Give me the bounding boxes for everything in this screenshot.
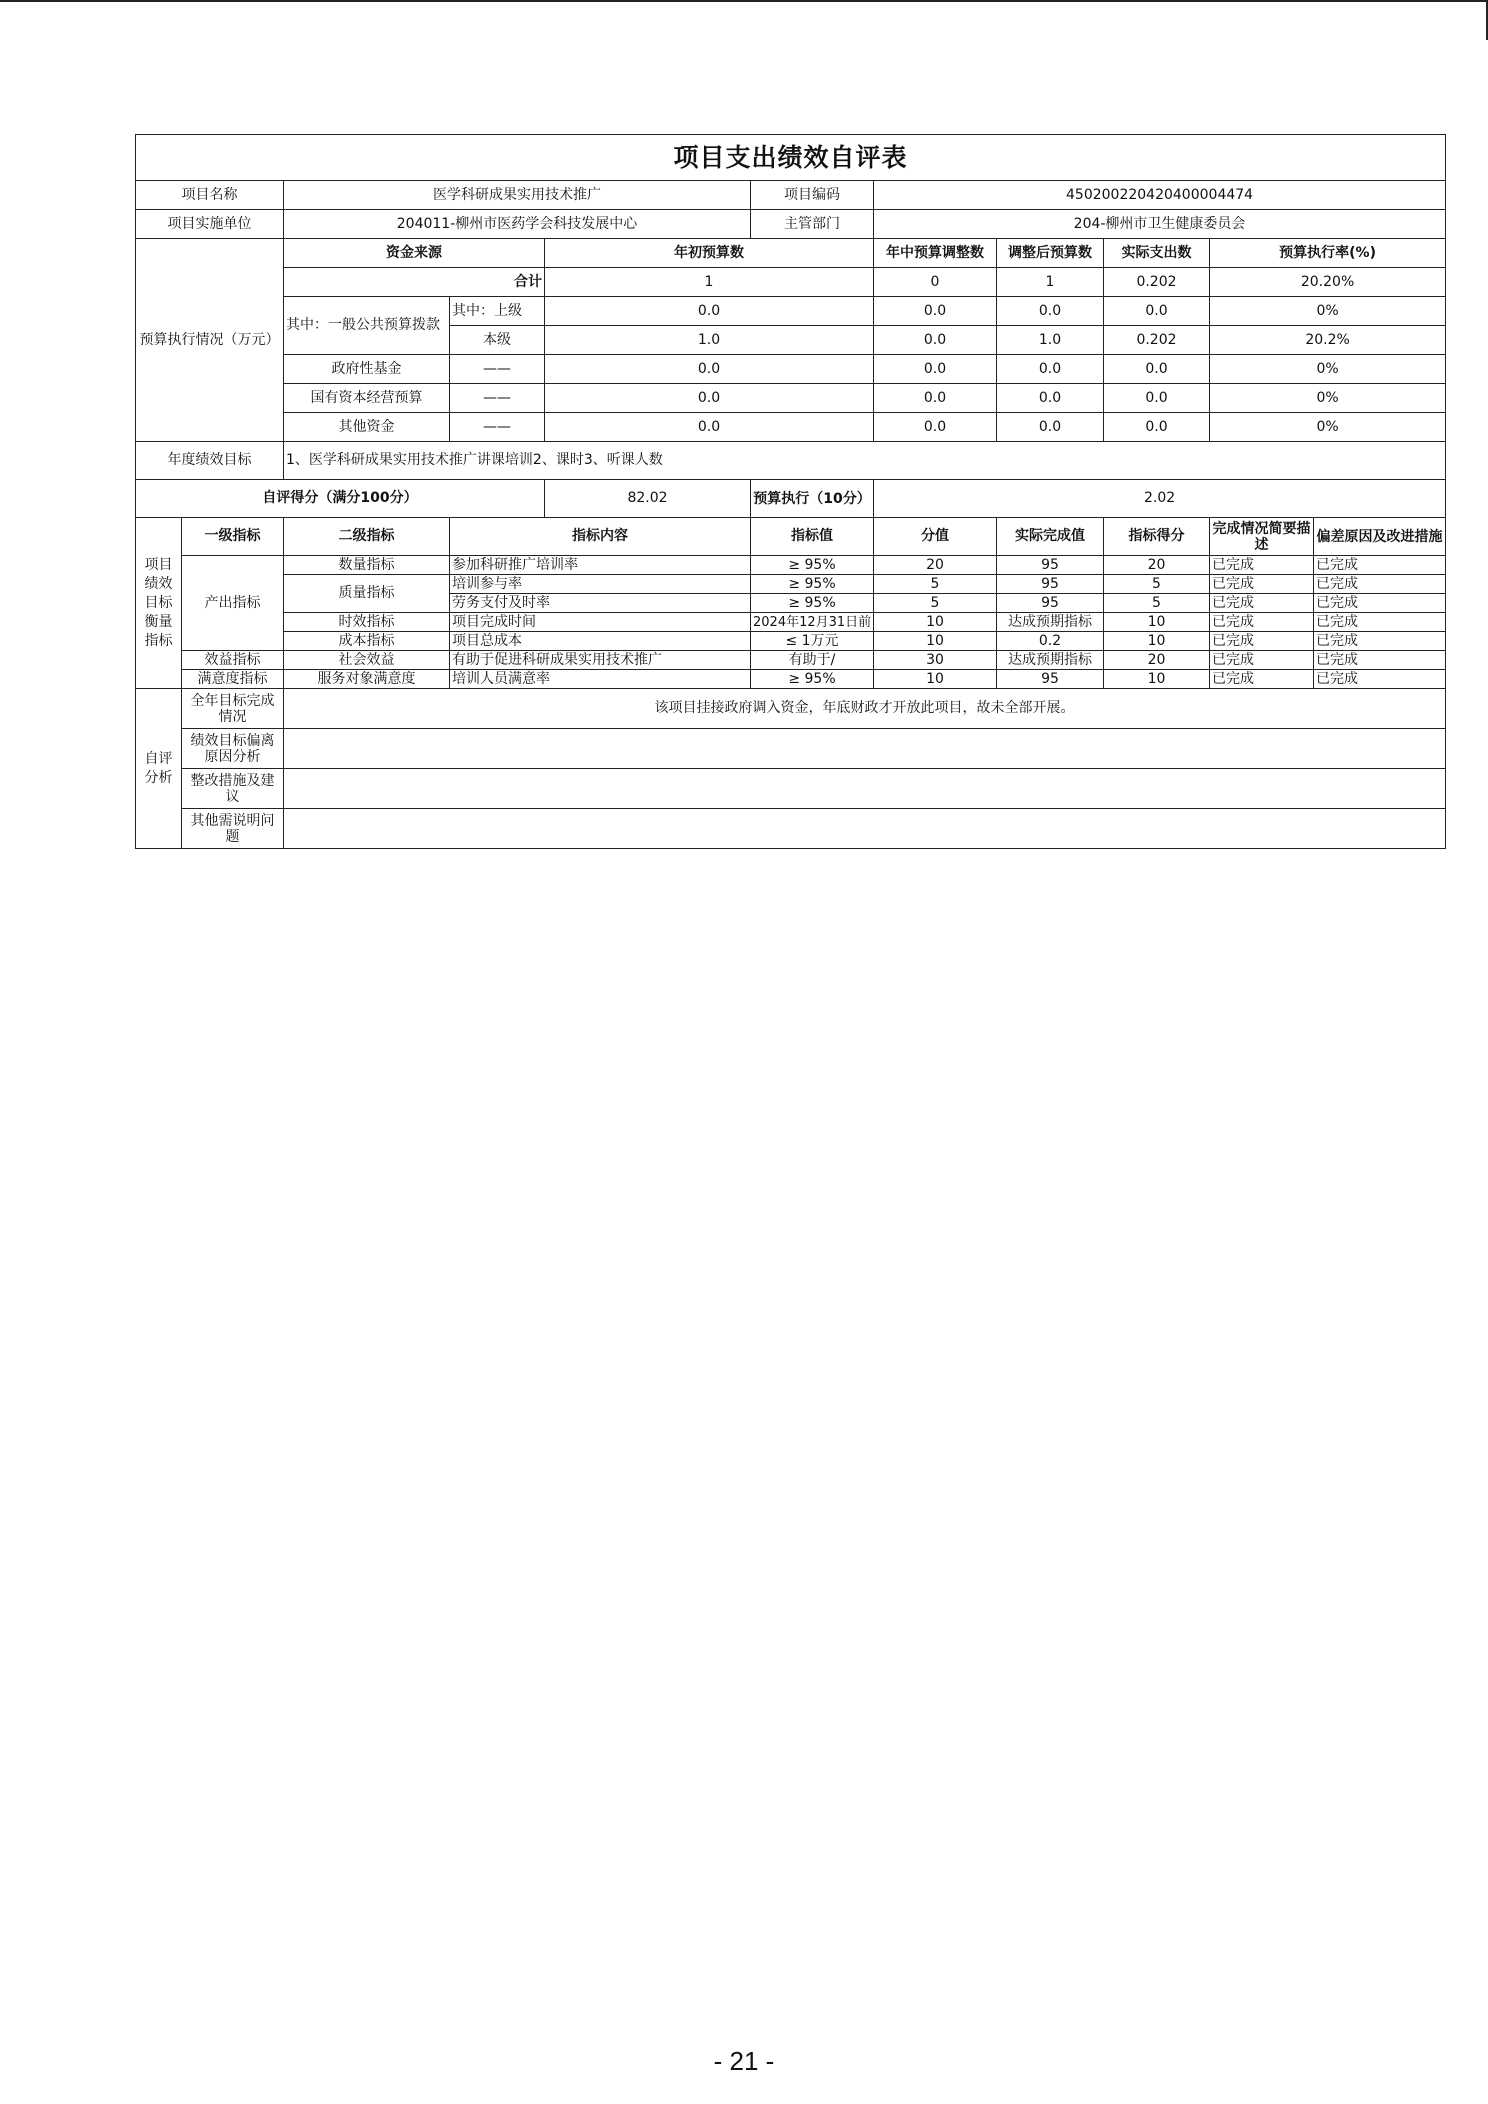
indicator-points: 10 — [874, 670, 997, 689]
indicator-score: 10 — [1104, 670, 1210, 689]
self-score-value: 82.02 — [545, 480, 751, 518]
header-actual: 实际完成值 — [997, 518, 1104, 556]
upper-midyear: 0.0 — [874, 297, 997, 326]
other-fund-adjusted: 0.0 — [997, 413, 1104, 442]
other-issues-label: 其他需说明问题 — [182, 809, 284, 849]
indicator-score: 10 — [1104, 632, 1210, 651]
total-label: 合计 — [284, 268, 545, 297]
indicator-score: 20 — [1104, 651, 1210, 670]
state-capital-adjusted: 0.0 — [997, 384, 1104, 413]
level2-quality: 质量指标 — [284, 575, 450, 613]
indicator-target: ≥ 95% — [751, 670, 874, 689]
indicator-actual: 95 — [997, 556, 1104, 575]
total-rate: 20.20% — [1210, 268, 1446, 297]
header-content: 指标内容 — [450, 518, 751, 556]
deviation-analysis-value — [284, 729, 1446, 769]
indicator-status: 已完成 — [1210, 594, 1314, 613]
indicator-reason: 已完成 — [1314, 651, 1446, 670]
total-initial: 1 — [545, 268, 874, 297]
indicator-content: 培训参与率 — [450, 575, 751, 594]
budget-exec-score-label: 预算执行（10分） — [751, 480, 874, 518]
level2-quantity: 数量指标 — [284, 556, 450, 575]
year-completion-value: 该项目挂接政府调入资金，年底财政才开放此项目，故未全部开展。 — [284, 689, 1446, 729]
project-code-label: 项目编码 — [751, 181, 874, 210]
total-midyear: 0 — [874, 268, 997, 297]
indicator-target: ≥ 95% — [751, 575, 874, 594]
annual-goal-label: 年度绩效目标 — [136, 442, 284, 480]
state-capital-label: 国有资本经营预算 — [284, 384, 450, 413]
indicator-actual: 95 — [997, 670, 1104, 689]
other-issues-value — [284, 809, 1446, 849]
upper-level-label: 其中：上级 — [450, 297, 545, 326]
top-border-line — [0, 0, 1488, 2]
indicator-score: 5 — [1104, 575, 1210, 594]
level2-service: 服务对象满意度 — [284, 670, 450, 689]
implementing-unit-value: 204011-柳州市医药学会科技发展中心 — [284, 210, 751, 239]
upper-actual: 0.0 — [1104, 297, 1210, 326]
indicator-points: 5 — [874, 575, 997, 594]
header-reason: 偏差原因及改进措施 — [1314, 518, 1446, 556]
indicator-actual: 95 — [997, 594, 1104, 613]
indicator-target: 2024年12月31日前 — [751, 613, 874, 632]
indicator-status: 已完成 — [1210, 575, 1314, 594]
annual-goal-value: 1、医学科研成果实用技术推广讲课培训2、课时3、听课人数 — [284, 442, 1446, 480]
indicator-points: 10 — [874, 632, 997, 651]
level2-timeliness: 时效指标 — [284, 613, 450, 632]
state-capital-dash: —— — [450, 384, 545, 413]
gov-fund-label: 政府性基金 — [284, 355, 450, 384]
indicator-points: 10 — [874, 613, 997, 632]
level1-output: 产出指标 — [182, 556, 284, 651]
indicator-actual: 95 — [997, 575, 1104, 594]
indicator-content: 培训人员满意率 — [450, 670, 751, 689]
indicator-content: 参加科研推广培训率 — [450, 556, 751, 575]
other-fund-initial: 0.0 — [545, 413, 874, 442]
state-capital-midyear: 0.0 — [874, 384, 997, 413]
indicator-actual: 0.2 — [997, 632, 1104, 651]
gov-fund-dash: —— — [450, 355, 545, 384]
header-target: 指标值 — [751, 518, 874, 556]
header-status: 完成情况简要描述 — [1210, 518, 1314, 556]
gov-fund-rate: 0% — [1210, 355, 1446, 384]
indicator-status: 已完成 — [1210, 556, 1314, 575]
header-fund-source: 资金来源 — [284, 239, 545, 268]
other-fund-label: 其他资金 — [284, 413, 450, 442]
rectification-value — [284, 769, 1446, 809]
gov-fund-initial: 0.0 — [545, 355, 874, 384]
gov-fund-adjusted: 0.0 — [997, 355, 1104, 384]
total-actual: 0.202 — [1104, 268, 1210, 297]
header-score: 指标得分 — [1104, 518, 1210, 556]
indicator-score: 20 — [1104, 556, 1210, 575]
header-level1: 一级指标 — [182, 518, 284, 556]
indicator-target: ≥ 95% — [751, 594, 874, 613]
general-budget-label: 其中：一般公共预算拨款 — [284, 297, 450, 355]
indicator-row — [136, 651, 1446, 670]
indicator-score: 10 — [1104, 613, 1210, 632]
implementing-unit-label: 项目实施单位 — [136, 210, 284, 239]
level1-benefit: 效益指标 — [182, 651, 284, 670]
indicator-row — [136, 613, 1446, 632]
local-adjusted: 1.0 — [997, 326, 1104, 355]
level1-satisfaction: 满意度指标 — [182, 670, 284, 689]
gov-fund-actual: 0.0 — [1104, 355, 1210, 384]
indicator-points: 20 — [874, 556, 997, 575]
local-midyear: 0.0 — [874, 326, 997, 355]
year-completion-label: 全年目标完成情况 — [182, 689, 284, 729]
indicator-row — [136, 670, 1446, 689]
indicator-content: 有助于促进科研成果实用技术推广 — [450, 651, 751, 670]
indicator-score: 5 — [1104, 594, 1210, 613]
indicator-points: 5 — [874, 594, 997, 613]
indicator-content: 项目总成本 — [450, 632, 751, 651]
deviation-analysis-label: 绩效目标偏离原因分析 — [182, 729, 284, 769]
project-name-value: 医学科研成果实用技术推广 — [284, 181, 751, 210]
budget-section-label: 预算执行情况（万元） — [136, 239, 284, 442]
indicator-target: ≥ 95% — [751, 556, 874, 575]
local-level-label: 本级 — [450, 326, 545, 355]
project-name-label: 项目名称 — [136, 181, 284, 210]
indicator-status: 已完成 — [1210, 632, 1314, 651]
indicator-target: 有助于/ — [751, 651, 874, 670]
indicator-content: 劳务支付及时率 — [450, 594, 751, 613]
level2-cost: 成本指标 — [284, 632, 450, 651]
indicator-reason: 已完成 — [1314, 556, 1446, 575]
indicator-reason: 已完成 — [1314, 670, 1446, 689]
state-capital-initial: 0.0 — [545, 384, 874, 413]
gov-fund-midyear: 0.0 — [874, 355, 997, 384]
indicator-actual: 达成预期指标 — [997, 613, 1104, 632]
total-adjusted: 1 — [997, 268, 1104, 297]
local-actual: 0.202 — [1104, 326, 1210, 355]
table-title: 项目支出绩效自评表 — [136, 135, 1446, 181]
page-number: - 21 - — [713, 2046, 775, 2076]
indicator-row — [136, 575, 1446, 594]
header-points: 分值 — [874, 518, 997, 556]
state-capital-actual: 0.0 — [1104, 384, 1210, 413]
upper-initial: 0.0 — [545, 297, 874, 326]
upper-rate: 0% — [1210, 297, 1446, 326]
header-initial-budget: 年初预算数 — [545, 239, 874, 268]
local-initial: 1.0 — [545, 326, 874, 355]
supervising-dept-label: 主管部门 — [751, 210, 874, 239]
indicator-reason: 已完成 — [1314, 594, 1446, 613]
rectification-label: 整改措施及建议 — [182, 769, 284, 809]
header-level2: 二级指标 — [284, 518, 450, 556]
indicator-status: 已完成 — [1210, 613, 1314, 632]
indicator-actual: 达成预期指标 — [997, 651, 1104, 670]
performance-evaluation-table — [135, 134, 1446, 849]
state-capital-rate: 0% — [1210, 384, 1446, 413]
indicator-reason: 已完成 — [1314, 575, 1446, 594]
indicator-reason: 已完成 — [1314, 613, 1446, 632]
indicator-row — [136, 632, 1446, 651]
other-fund-midyear: 0.0 — [874, 413, 997, 442]
indicator-target: ≤ 1万元 — [751, 632, 874, 651]
header-execution-rate: 预算执行率(%) — [1210, 239, 1446, 268]
other-fund-dash: —— — [450, 413, 545, 442]
indicator-content: 项目完成时间 — [450, 613, 751, 632]
indicator-status: 已完成 — [1210, 670, 1314, 689]
indicators-section-label: 项目绩效目标衡量指标 — [136, 518, 182, 689]
header-midyear-adjustment: 年中预算调整数 — [874, 239, 997, 268]
analysis-section-label: 自评分析 — [136, 689, 182, 849]
indicator-reason: 已完成 — [1314, 632, 1446, 651]
indicator-points: 30 — [874, 651, 997, 670]
other-fund-rate: 0% — [1210, 413, 1446, 442]
level2-social: 社会效益 — [284, 651, 450, 670]
project-code-value: 450200220420400004474 — [874, 181, 1446, 210]
indicator-status: 已完成 — [1210, 651, 1314, 670]
indicator-row — [136, 556, 1446, 575]
upper-adjusted: 0.0 — [997, 297, 1104, 326]
supervising-dept-value: 204-柳州市卫生健康委员会 — [874, 210, 1446, 239]
self-score-label: 自评得分（满分100分） — [136, 480, 545, 518]
local-rate: 20.2% — [1210, 326, 1446, 355]
header-adjusted-budget: 调整后预算数 — [997, 239, 1104, 268]
budget-exec-score-value: 2.02 — [874, 480, 1446, 518]
other-fund-actual: 0.0 — [1104, 413, 1210, 442]
header-actual-expenditure: 实际支出数 — [1104, 239, 1210, 268]
